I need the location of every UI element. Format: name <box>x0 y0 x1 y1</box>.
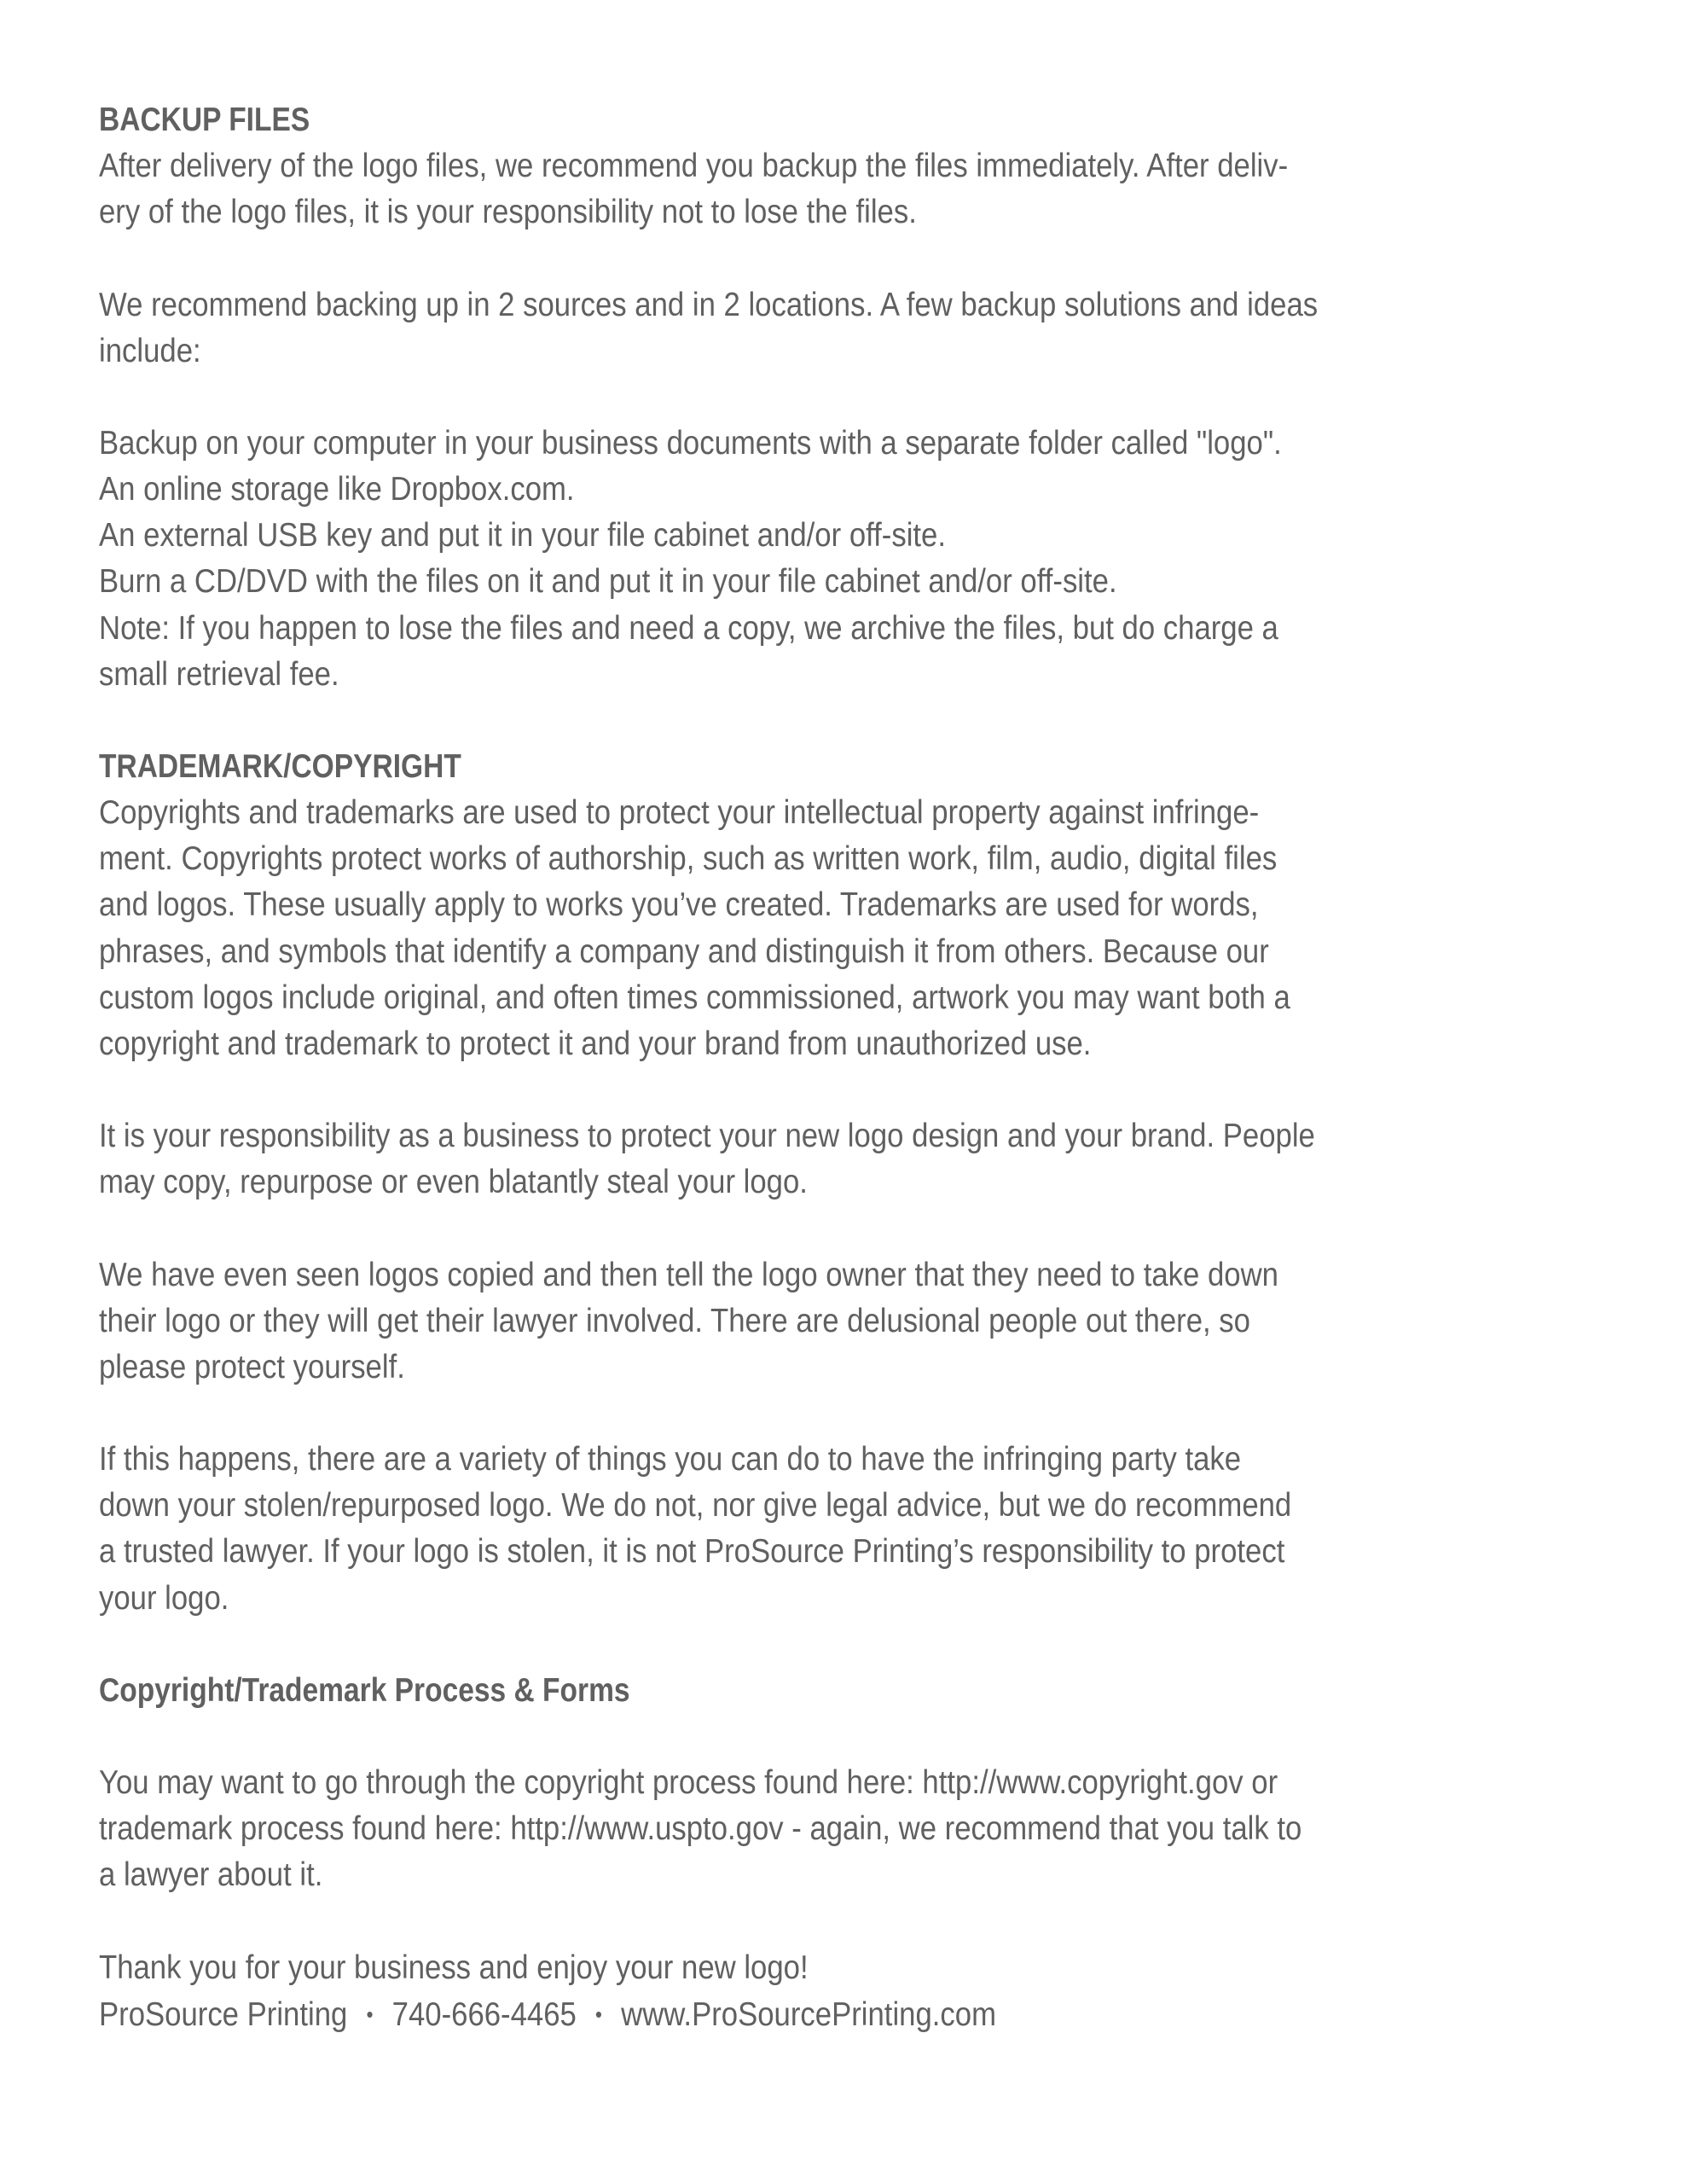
process-forms-heading: Copyright/Trademark Process & Forms <box>99 1671 630 1709</box>
text-line: please protect yourself. <box>99 1348 405 1385</box>
text-line: Copyrights and trademarks are used to protect your intellectual property against infringe- <box>99 794 1260 832</box>
text-line: copyright and trademark to protect it and your brand from unauthorized use. <box>99 1025 1092 1062</box>
text-line: If this happens, there are a variety of things you can do to have the infringing party take <box>99 1441 1242 1478</box>
trademark-copyright-heading: TRADEMARK/COPYRIGHT <box>99 747 461 785</box>
text-line: down your stolen/repurposed logo. We do not, nor give legal advice, but we do recommend <box>99 1487 1292 1525</box>
process-paragraph <box>99 1760 1600 1898</box>
text-line: may copy, repurpose or even blatantly steal your logo. <box>99 1164 808 1201</box>
contact-line <box>99 1991 1435 2037</box>
company-name: ProSource Printing <box>99 1995 348 2033</box>
text-line: We recommend backing up in 2 sources and in 2 locations. A few backup solutions and ideas <box>99 286 1319 323</box>
responsibility-paragraph <box>99 1113 1600 1205</box>
bullet-separator-icon: • <box>594 2001 603 2027</box>
phone-number[interactable]: 740-666-4465 <box>391 1995 577 2033</box>
text-line: phrases, and symbols that identify a company and distinguish it from others. Because our <box>99 932 1269 970</box>
spacer <box>99 1714 1600 1760</box>
text-line: include: <box>99 332 201 369</box>
spacer <box>99 1067 1600 1113</box>
text-line-uspto-link[interactable]: trademark process found here: http://www.uspto.gov - again, we recommend that you talk to <box>99 1810 1302 1848</box>
warning-paragraph <box>99 1252 1600 1391</box>
thank-you-line: Thank you for your business and enjoy your new logo! <box>99 1949 809 1986</box>
trademark-copyright-section <box>99 744 1600 1622</box>
trademark-definition-paragraph <box>99 790 1600 1067</box>
infringement-paragraph <box>99 1437 1600 1622</box>
text-line: After delivery of the logo files, we recommend you backup the files immediately. After deliv- <box>99 148 1289 185</box>
text-line: their logo or they will get their lawyer involved. There are delusional people out there, so <box>99 1302 1250 1339</box>
list-item-note: Note: If you happen to lose the files and need a copy, we archive the files, but do charge a <box>99 609 1278 647</box>
bullet-separator-icon: • <box>366 2001 374 2027</box>
list-item: Burn a CD/DVD with the files on it and put it in your file cabinet and/or off-site. <box>99 563 1117 601</box>
text-line: and logos. These usually apply to works you’ve created. Trademarks are used for words, <box>99 886 1259 924</box>
text-line: It is your responsibility as a business to protect your new logo design and your brand. People <box>99 1118 1315 1155</box>
text-line: We have even seen logos copied and then tell the logo owner that they need to take down <box>99 1256 1278 1293</box>
list-item: Backup on your computer in your business documents with a separate folder called "logo". <box>99 424 1282 462</box>
spacer <box>99 375 1600 421</box>
text-line: your logo. <box>99 1579 229 1617</box>
backup-files-heading: BACKUP FILES <box>99 102 310 138</box>
website-link[interactable]: www.ProSourcePrinting.com <box>621 1995 996 2033</box>
list-item-note: small retrieval fee. <box>99 655 339 693</box>
spacer <box>99 235 1600 282</box>
list-item: An online storage like Dropbox.com. <box>99 471 575 508</box>
process-forms-section <box>99 1668 1600 1899</box>
text-line: ery of the logo files, it is your responsibility not to lose the files. <box>99 194 917 231</box>
list-item: An external USB key and put it in your file cabinet and/or off-site. <box>99 517 947 555</box>
backup-recommendation-paragraph <box>99 282 1600 375</box>
document-page <box>99 97 1600 2037</box>
text-line: a lawyer about it. <box>99 1856 323 1894</box>
closing-section <box>99 1945 1600 2037</box>
spacer <box>99 698 1600 744</box>
spacer <box>99 1391 1600 1437</box>
text-line-copyright-link[interactable]: You may want to go through the copyright process found here: http://www.copyright.gov or <box>99 1764 1278 1802</box>
backup-solutions-list <box>99 421 1600 698</box>
spacer <box>99 1622 1600 1668</box>
text-line: ment. Copyrights protect works of authorship, such as written work, film, audio, digital files <box>99 840 1278 878</box>
spacer <box>99 1898 1600 1944</box>
text-line: a trusted lawyer. If your logo is stolen, it is not ProSource Printing’s responsibility to protect <box>99 1533 1285 1571</box>
backup-files-section <box>99 97 1600 698</box>
spacer <box>99 1205 1600 1252</box>
backup-intro-paragraph <box>99 143 1600 235</box>
text-line: custom logos include original, and often times commissioned, artwork you may want both a <box>99 979 1290 1016</box>
